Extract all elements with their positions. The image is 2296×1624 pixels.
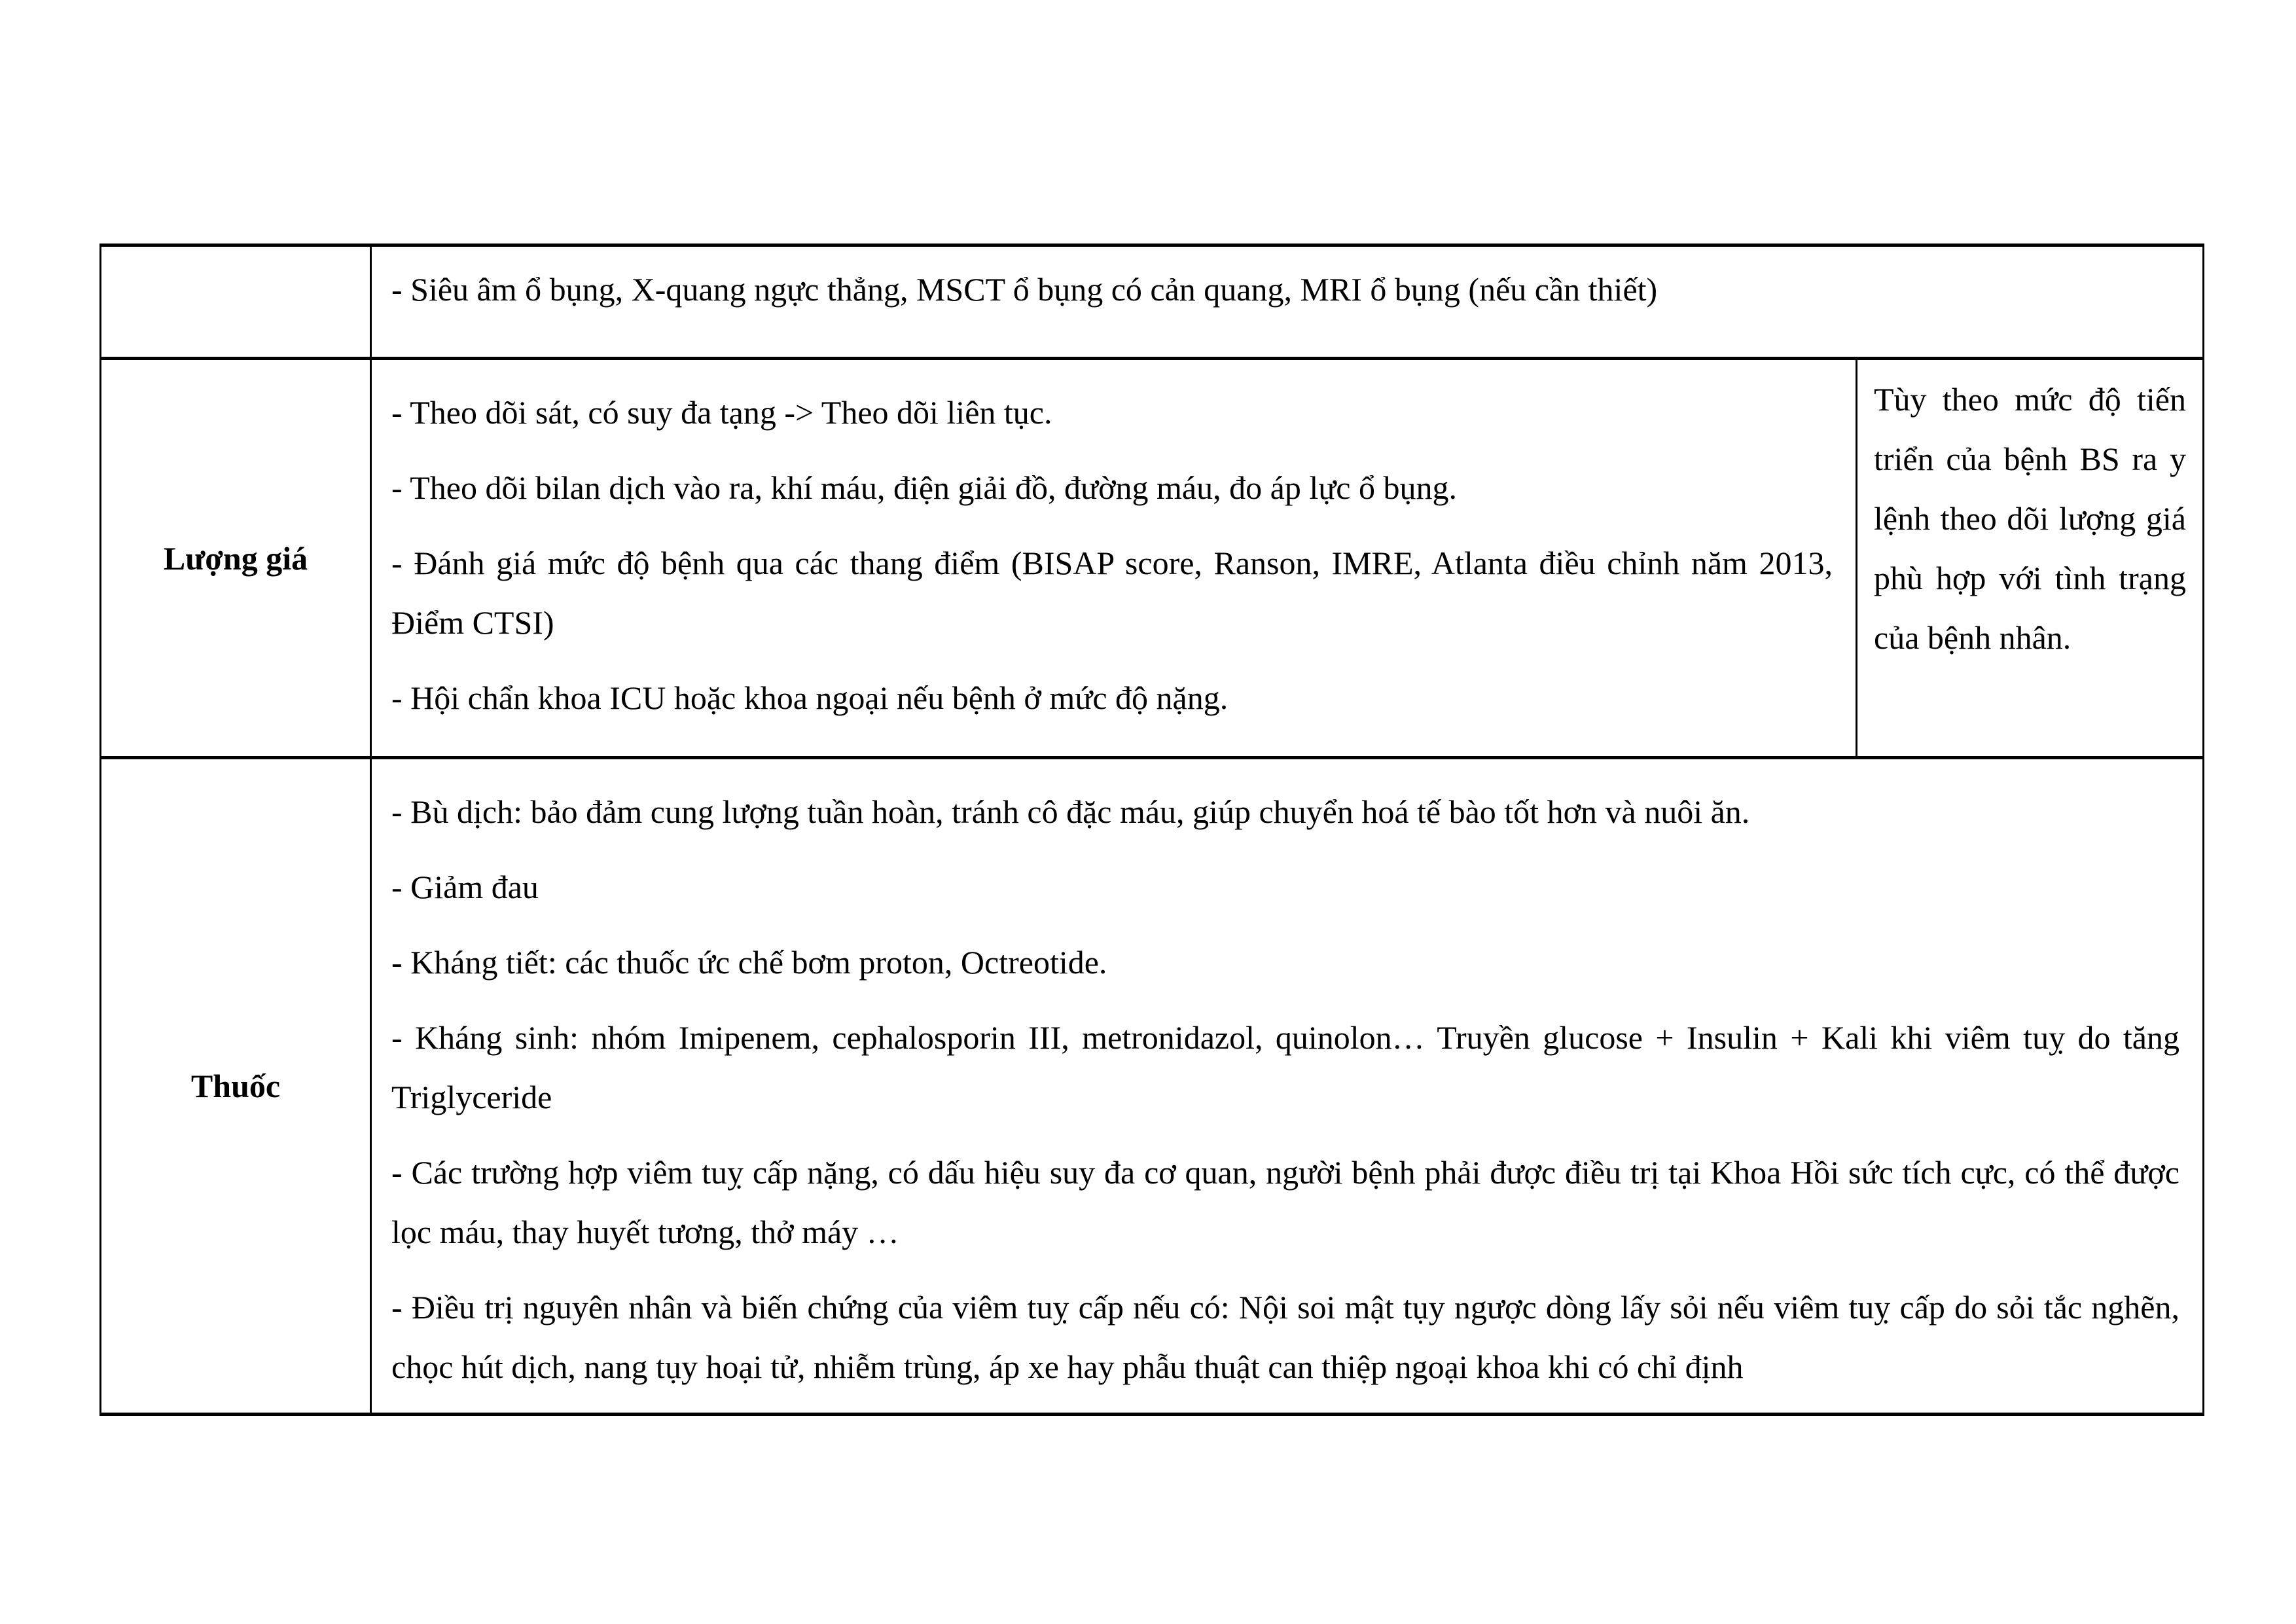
- thuoc-item: - Giảm đau: [391, 869, 539, 905]
- row-label-luong-gia: Lượng giá: [101, 359, 371, 758]
- thuoc-item: - Kháng sinh: nhóm Imipenem, cephalosporin III, metronidazol, quinolon… Truyền glucose + Insulin + Kali khi viêm tuỵ do tăng Triglyceride: [391, 1019, 2179, 1115]
- table-row-imaging: [101, 245, 2204, 359]
- luong-gia-item: - Đánh giá mức độ bệnh qua các thang điểm (BISAP score, Ranson, IMRE, Atlanta điều chỉnh năm 2013, Điểm CTSI): [391, 545, 1833, 641]
- luong-gia-note-cell: [1857, 359, 2204, 758]
- luong-gia-item: - Hội chẩn khoa ICU hoặc khoa ngoại nếu bệnh ở mức độ nặng.: [391, 679, 1229, 716]
- thuoc-item: - Các trường hợp viêm tuỵ cấp nặng, có dấu hiệu suy đa cơ quan, người bệnh phải được điều trị tại Khoa Hồi sức tích cực, có thể được lọc máu, thay huyết tương, thở máy …: [391, 1154, 2179, 1250]
- treatment-protocol-table: [99, 244, 2204, 1416]
- thuoc-content-cell: [371, 758, 2204, 1415]
- luong-gia-content-cell: [371, 359, 1857, 758]
- luong-gia-item: - Theo dõi sát, có suy đa tạng -> Theo dõi liên tục.: [391, 394, 1052, 431]
- row-label-empty: [101, 245, 371, 359]
- imaging-content-cell: [371, 245, 2204, 359]
- luong-gia-note-text: Tùy theo mức độ tiến triển của bệnh BS ra y lệnh theo dõi lượng giá phù hợp với tình trạng của bệnh nhân.: [1874, 381, 2186, 656]
- thuoc-item: - Điều trị nguyên nhân và biến chứng của viêm tuỵ cấp nếu có: Nội soi mật tụy ngược dòng lấy sỏi nếu viêm tuỵ cấp do sỏi tắc nghẽn, chọc hút dịch, nang tụy hoại tử, nhiễm trùng, áp xe hay phẫu thuật can thiệp ngoại khoa khi có chỉ định: [391, 1289, 2179, 1385]
- thuoc-item: - Kháng tiết: các thuốc ức chế bơm proton, Octreotide.: [391, 944, 1107, 981]
- table-row-thuoc: [101, 758, 2204, 1415]
- row-label-thuoc: Thuốc: [101, 758, 371, 1415]
- imaging-text: - Siêu âm ổ bụng, X-quang ngực thẳng, MSCT ổ bụng có cản quang, MRI ổ bụng (nếu cần thiết): [391, 271, 1658, 308]
- luong-gia-item: - Theo dõi bilan dịch vào ra, khí máu, điện giải đồ, đường máu, đo áp lực ổ bụng.: [391, 469, 1458, 506]
- table-row-luong-gia: [101, 359, 2204, 758]
- thuoc-item: - Bù dịch: bảo đảm cung lượng tuần hoàn, tránh cô đặc máu, giúp chuyển hoá tế bào tốt hơn và nuôi ăn.: [391, 793, 1750, 830]
